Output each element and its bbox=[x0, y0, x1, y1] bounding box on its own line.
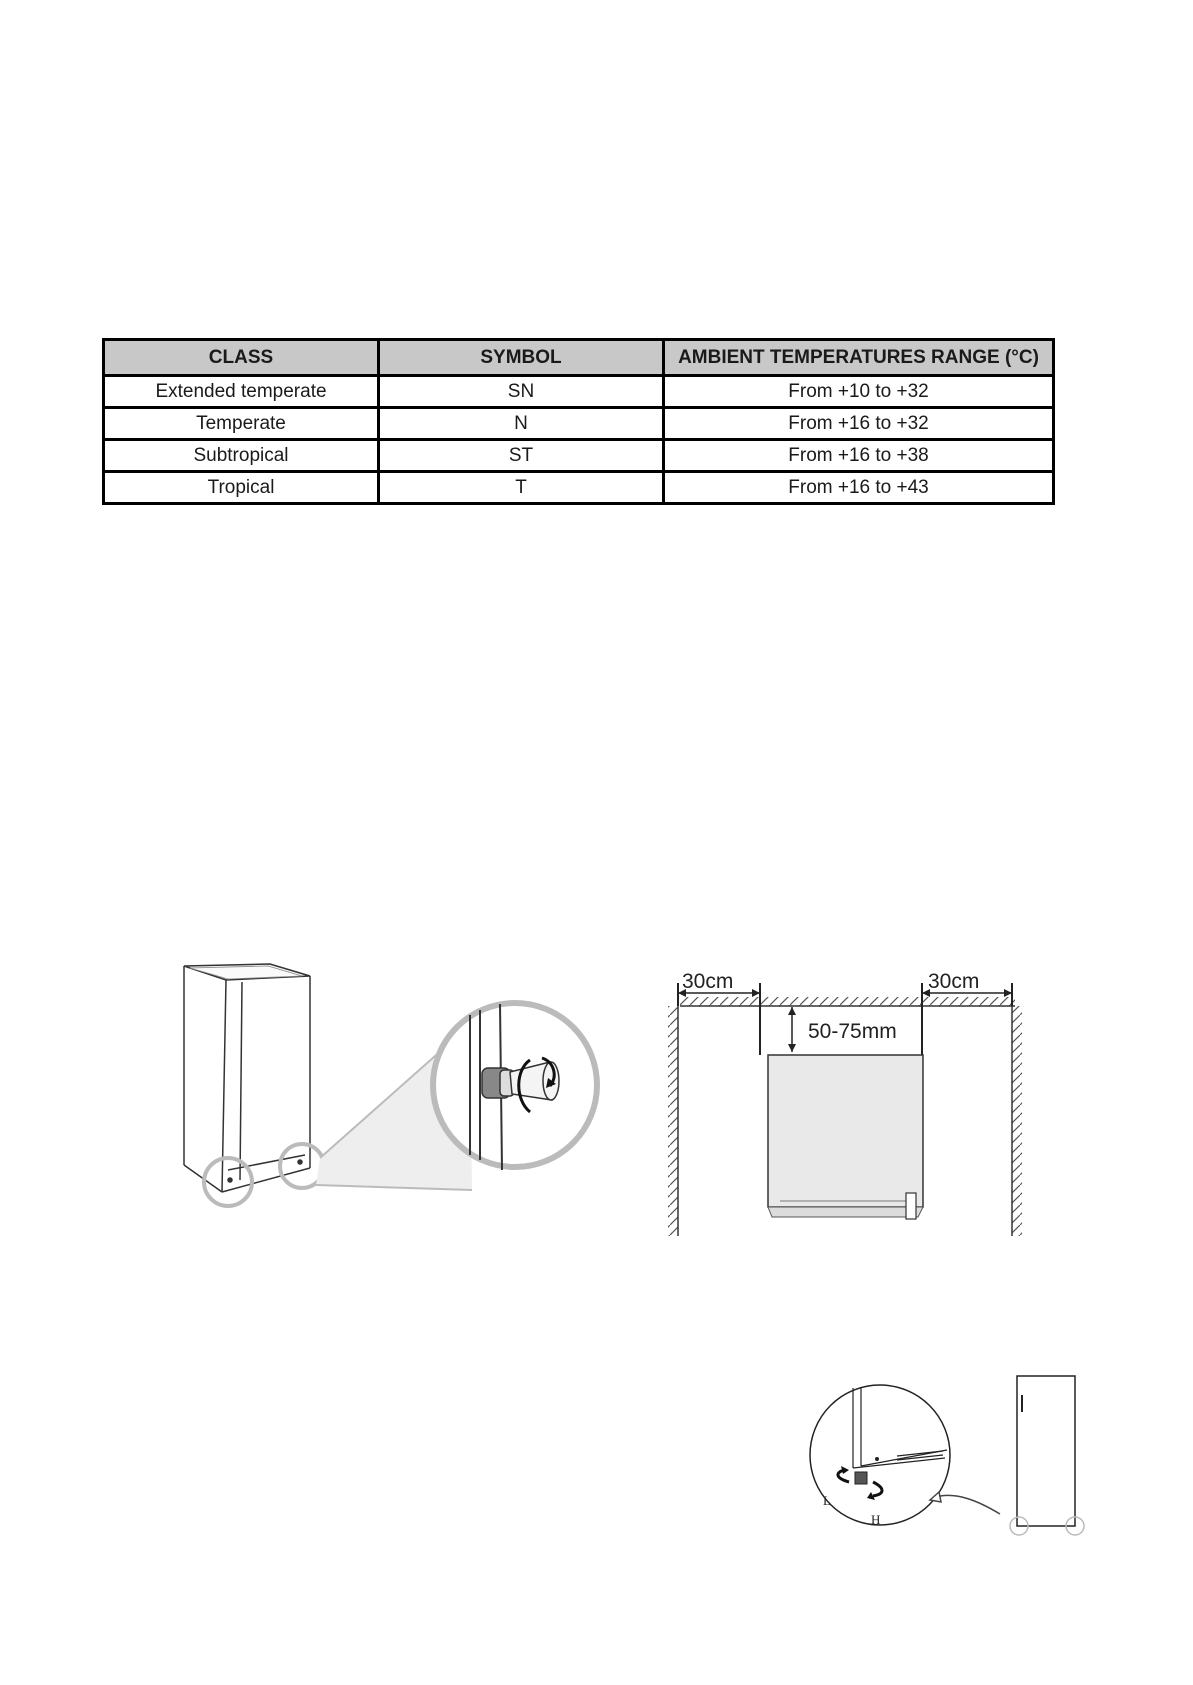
cell-symbol: N bbox=[379, 408, 664, 440]
wall-clearance-diagram bbox=[660, 955, 1030, 1240]
cell-class: Extended temperate bbox=[104, 376, 379, 408]
cell-symbol: SN bbox=[379, 376, 664, 408]
fridge-spacer-illustration bbox=[170, 960, 610, 1245]
cell-symbol: ST bbox=[379, 440, 664, 472]
cell-range: From +10 to +32 bbox=[664, 376, 1054, 408]
top-gap-label: 50-75mm bbox=[808, 1020, 897, 1043]
cell-class: Subtropical bbox=[104, 440, 379, 472]
table-row bbox=[104, 440, 1054, 472]
table-row bbox=[104, 472, 1054, 504]
cell-range: From +16 to +32 bbox=[664, 408, 1054, 440]
table-header-row bbox=[104, 340, 1054, 376]
right-gap-label: 30cm bbox=[928, 970, 980, 993]
table-row bbox=[104, 408, 1054, 440]
left-gap-label: 30cm bbox=[682, 970, 734, 993]
cell-symbol: T bbox=[379, 472, 664, 504]
higher-label: H bbox=[871, 1512, 881, 1527]
climate-class-table bbox=[102, 338, 1055, 505]
leveling-feet-illustration bbox=[805, 1370, 1090, 1540]
cell-range: From +16 to +43 bbox=[664, 472, 1054, 504]
header-symbol: SYMBOL bbox=[379, 340, 664, 376]
header-class: CLASS bbox=[104, 340, 379, 376]
cell-class: Temperate bbox=[104, 408, 379, 440]
lower-label: L bbox=[823, 1493, 831, 1508]
table-row bbox=[104, 376, 1054, 408]
cell-range: From +16 to +38 bbox=[664, 440, 1054, 472]
cell-class: Tropical bbox=[104, 472, 379, 504]
header-range: AMBIENT TEMPERATURES RANGE (°C) bbox=[664, 340, 1054, 376]
